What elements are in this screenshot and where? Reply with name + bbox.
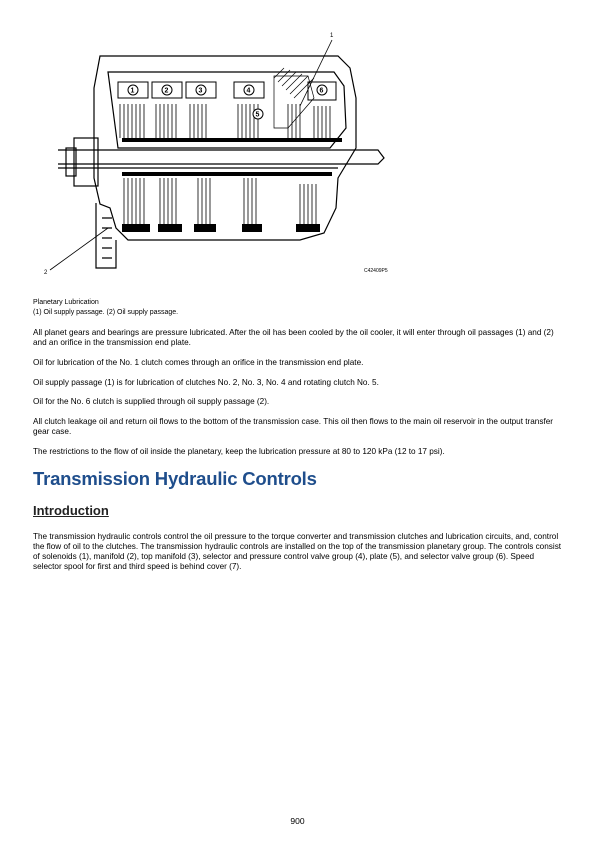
caption-title: Planetary Lubrication xyxy=(33,299,99,306)
subsection-heading: Introduction xyxy=(33,503,109,518)
callout-1: 1 xyxy=(130,87,135,95)
callout-oil-passage-1: 1 xyxy=(330,33,334,39)
figure-image-code: C42409P5 xyxy=(364,268,388,274)
section-heading: Transmission Hydraulic Controls xyxy=(33,468,317,489)
planetary-lubrication-diagram xyxy=(38,28,398,284)
callout-3: 3 xyxy=(198,87,203,95)
paragraph-no1-clutch: Oil for lubrication of the No. 1 clutch comes through an orifice in the transmission end plate. xyxy=(33,358,364,367)
page-number: 900 xyxy=(290,816,305,826)
callout-5: 5 xyxy=(255,111,260,119)
transmission-cross-section-drawing xyxy=(38,28,398,284)
paragraph-supply-passage-1: Oil supply passage (1) is for lubrication of clutches No. 2, No. 3, No. 4 and rotating clutch No. 5. xyxy=(33,378,379,387)
callout-2: 2 xyxy=(164,87,169,95)
callout-oil-passage-2: 2 xyxy=(44,270,48,276)
paragraph-leakage-oil: All clutch leakage oil and return oil flows to the bottom of the transmission case. This oil then flows to the main oil reservoir in the output transfer gear case. xyxy=(33,417,554,436)
callout-4: 4 xyxy=(246,87,251,95)
callout-6: 6 xyxy=(319,87,324,95)
paragraph-introduction: The transmission hydraulic controls control the oil pressure to the torque converter and transmission clutches and lubrication circuits, and, control the flow of oil to the clutches. The transmission hydraulic controls are installed on the top of the transmission planetary group. The controls consist of solenoids (1), manifold (2), top manifold (3), selector and pressure control valve group (4), plate (5), and selector valve group (6). Speed selector spool for first and third speed is behind cover (7). xyxy=(33,532,562,571)
caption-legend: (1) Oil supply passage. (2) Oil supply passage. xyxy=(33,309,179,316)
paragraph-planet-gears: All planet gears and bearings are pressure lubricated. After the oil has been cooled by the oil cooler, it will enter through oil passages (1) and (2) and an orifice in the transmission end plate. xyxy=(33,328,554,347)
paragraph-lubrication-pressure: The restrictions to the flow of oil inside the planetary, keep the lubrication pressure at 80 to 120 kPa (12 to 17 psi). xyxy=(33,447,445,456)
figure-caption xyxy=(33,298,178,318)
paragraph-no6-clutch: Oil for the No. 6 clutch is supplied through oil supply passage (2). xyxy=(33,397,270,406)
